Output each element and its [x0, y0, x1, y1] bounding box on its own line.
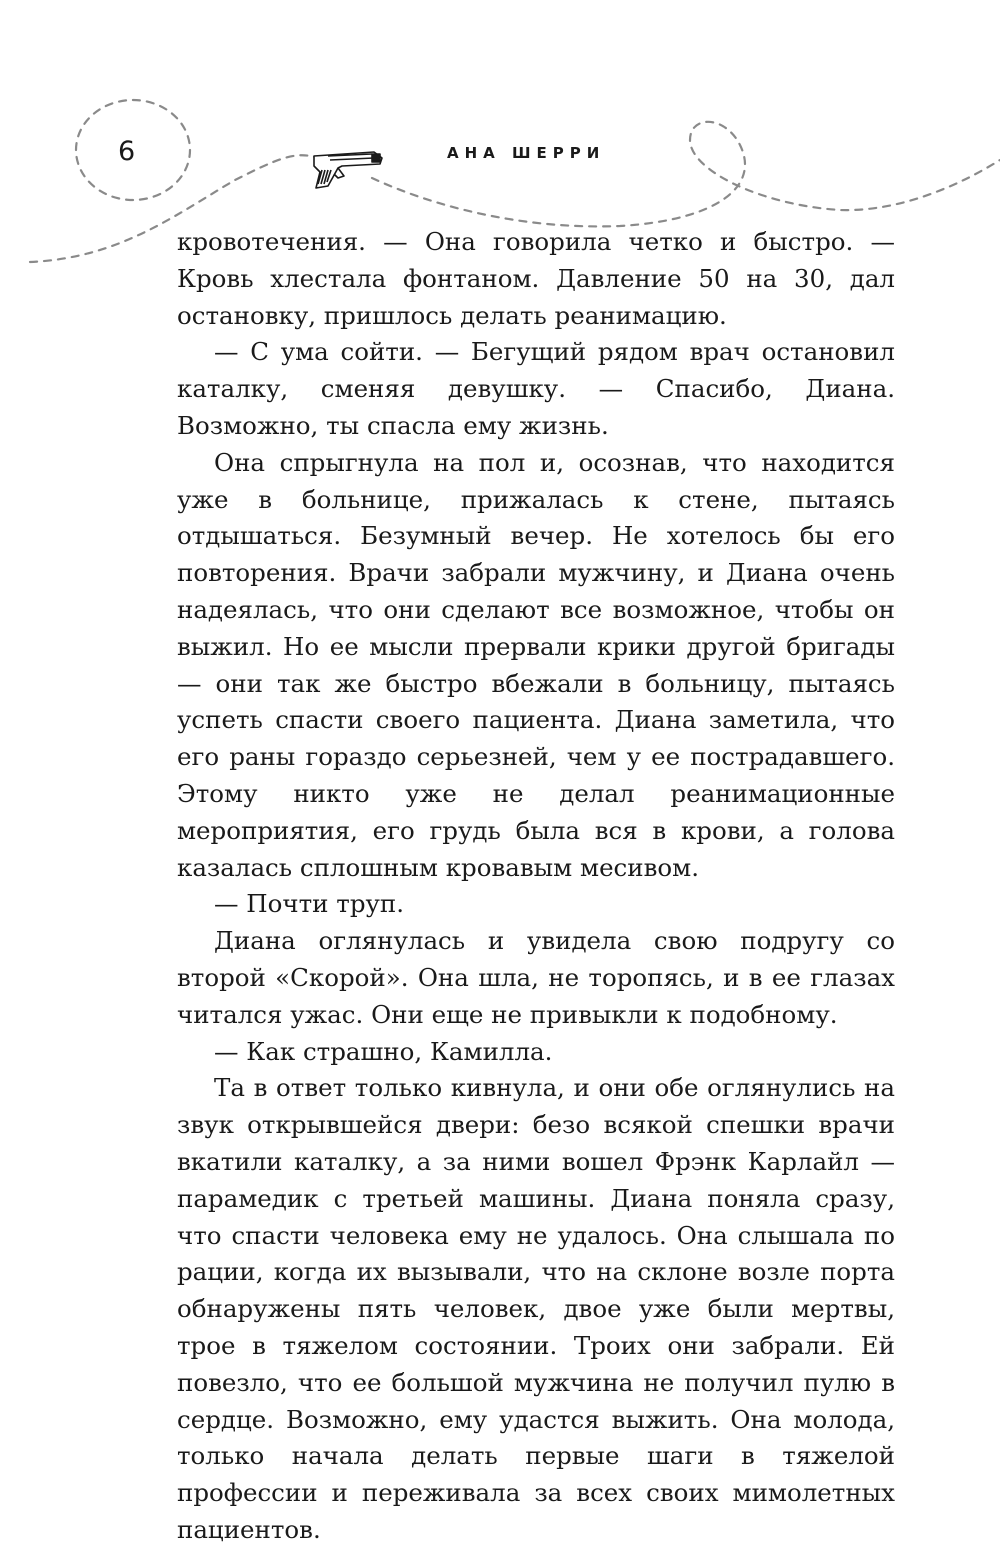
paragraph: кровотечения. — Она говорила четко и быстро. — Кровь хлестала фонтаном. Давление 50 на 30, дал остановку, пришлось делать реанимацию. [177, 227, 895, 330]
paragraph: Диана оглянулась и увидела свою подругу со второй «Скорой». Она шла, не торопясь, и в ее глазах читался ужас. Они еще не привыкли к подобному. [177, 926, 895, 1029]
page-number: 6 [118, 136, 136, 167]
paragraph: Она спрыгнула на пол и, осознав, что находится уже в больнице, прижалась к стене, пытаясь отдышаться. Безумный вечер. Не хотелось бы его повторения. Врачи забрали мужчину, и Диана очень надеялась, что они сделают все возможное, чтобы он выжил. Но ее мысли прервали крики другой бригады — они так же быстро вбежали в больницу, пытаясь успеть спасти своего пациента. Диана заметила, что его раны гораздо серьезней, чем у ее пострадавшего. Этому никто уже не делал реанимационные мероприятия, его грудь была вся в крови, а голова казалась сплошным кровавым месивом. [177, 447, 895, 882]
paragraph: — С ума сойти. — Бегущий рядом врач остановил каталку, сменяя девушку. — Спасибо, Диана. Возможно, ты спасла ему жизнь. [177, 337, 895, 440]
pistol-icon [308, 146, 386, 192]
running-head-author: АНА ШЕРРИ [447, 144, 606, 162]
paragraph: — Почти труп. [214, 889, 405, 919]
body-text [177, 224, 895, 1549]
paragraph: Та в ответ только кивнула, и они обе оглянулись на звук открывшейся двери: безо всякой спешки врачи вкатили каталку, а за ними вошел Фрэнк Карлайл — парамедик с третьей машины. Диана поняла сразу, что спасти человека ему не удалось. Она слышала по рации, когда их вызывали, что на склоне возле порта обнаружены пять человек, двое уже были мертвы, трое в тяжелом состоянии. Троих они забрали. Ей повезло, что ее большой мужчина не получил пулю в сердце. Возможно, ему удастся выжить. Она молода, только начала делать первые шаги в тяжелой профессии и переживала за всех своих мимолетных пациентов. [177, 1073, 895, 1544]
paragraph: — Как страшно, Камилла. [214, 1036, 553, 1066]
